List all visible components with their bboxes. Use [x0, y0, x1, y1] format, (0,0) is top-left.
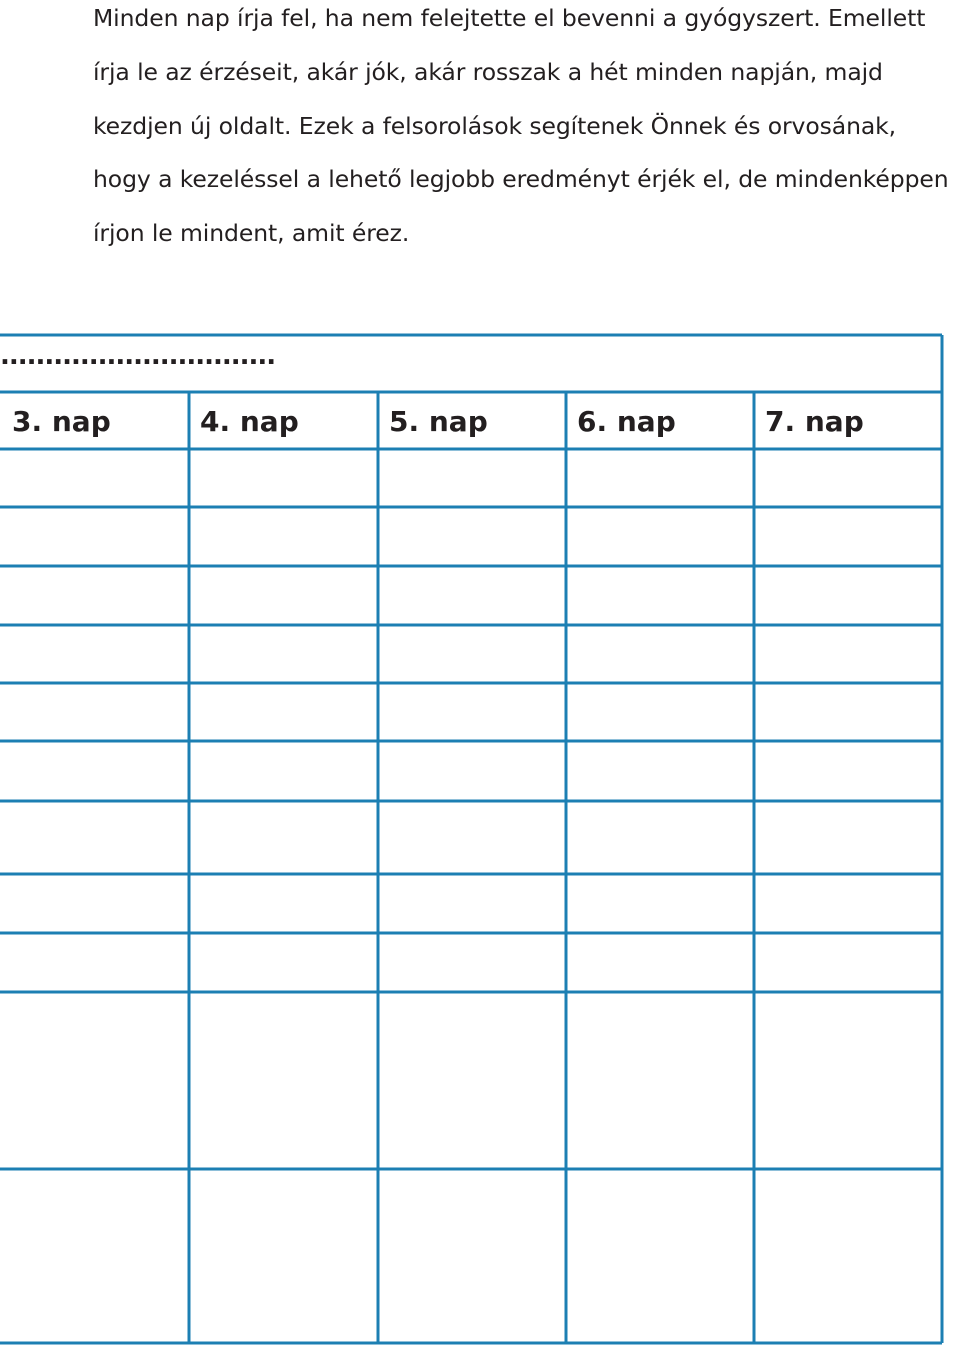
table-grid — [0, 333, 960, 1355]
week-label-placeholder: ............................... — [0, 341, 276, 371]
day-header-6: 6. nap — [577, 405, 676, 438]
instructions-line: írja le az érzéseit, akár jók, akár rosszak a hét minden napján, majd — [93, 57, 883, 86]
day-header-5: 5. nap — [389, 405, 488, 438]
instructions-line: kezdjen új oldalt. Ezek a felsorolások segítenek Önnek és orvosának, — [93, 111, 897, 140]
day-header-4: 4. nap — [200, 405, 299, 438]
instructions-line: Minden nap írja fel, ha nem felejtette el bevenni a gyógyszert. Emellett — [93, 4, 926, 32]
daily-log-table — [0, 333, 960, 1355]
instructions-paragraph — [93, 0, 960, 261]
day-header-7: 7. nap — [765, 405, 864, 438]
day-header-3: 3. nap — [12, 405, 111, 438]
instructions-line: hogy a kezeléssel a lehető legjobb eredményt érjék el, de mindenképpen — [93, 165, 949, 194]
instructions-line: írjon le mindent, amit érez. — [93, 219, 410, 248]
